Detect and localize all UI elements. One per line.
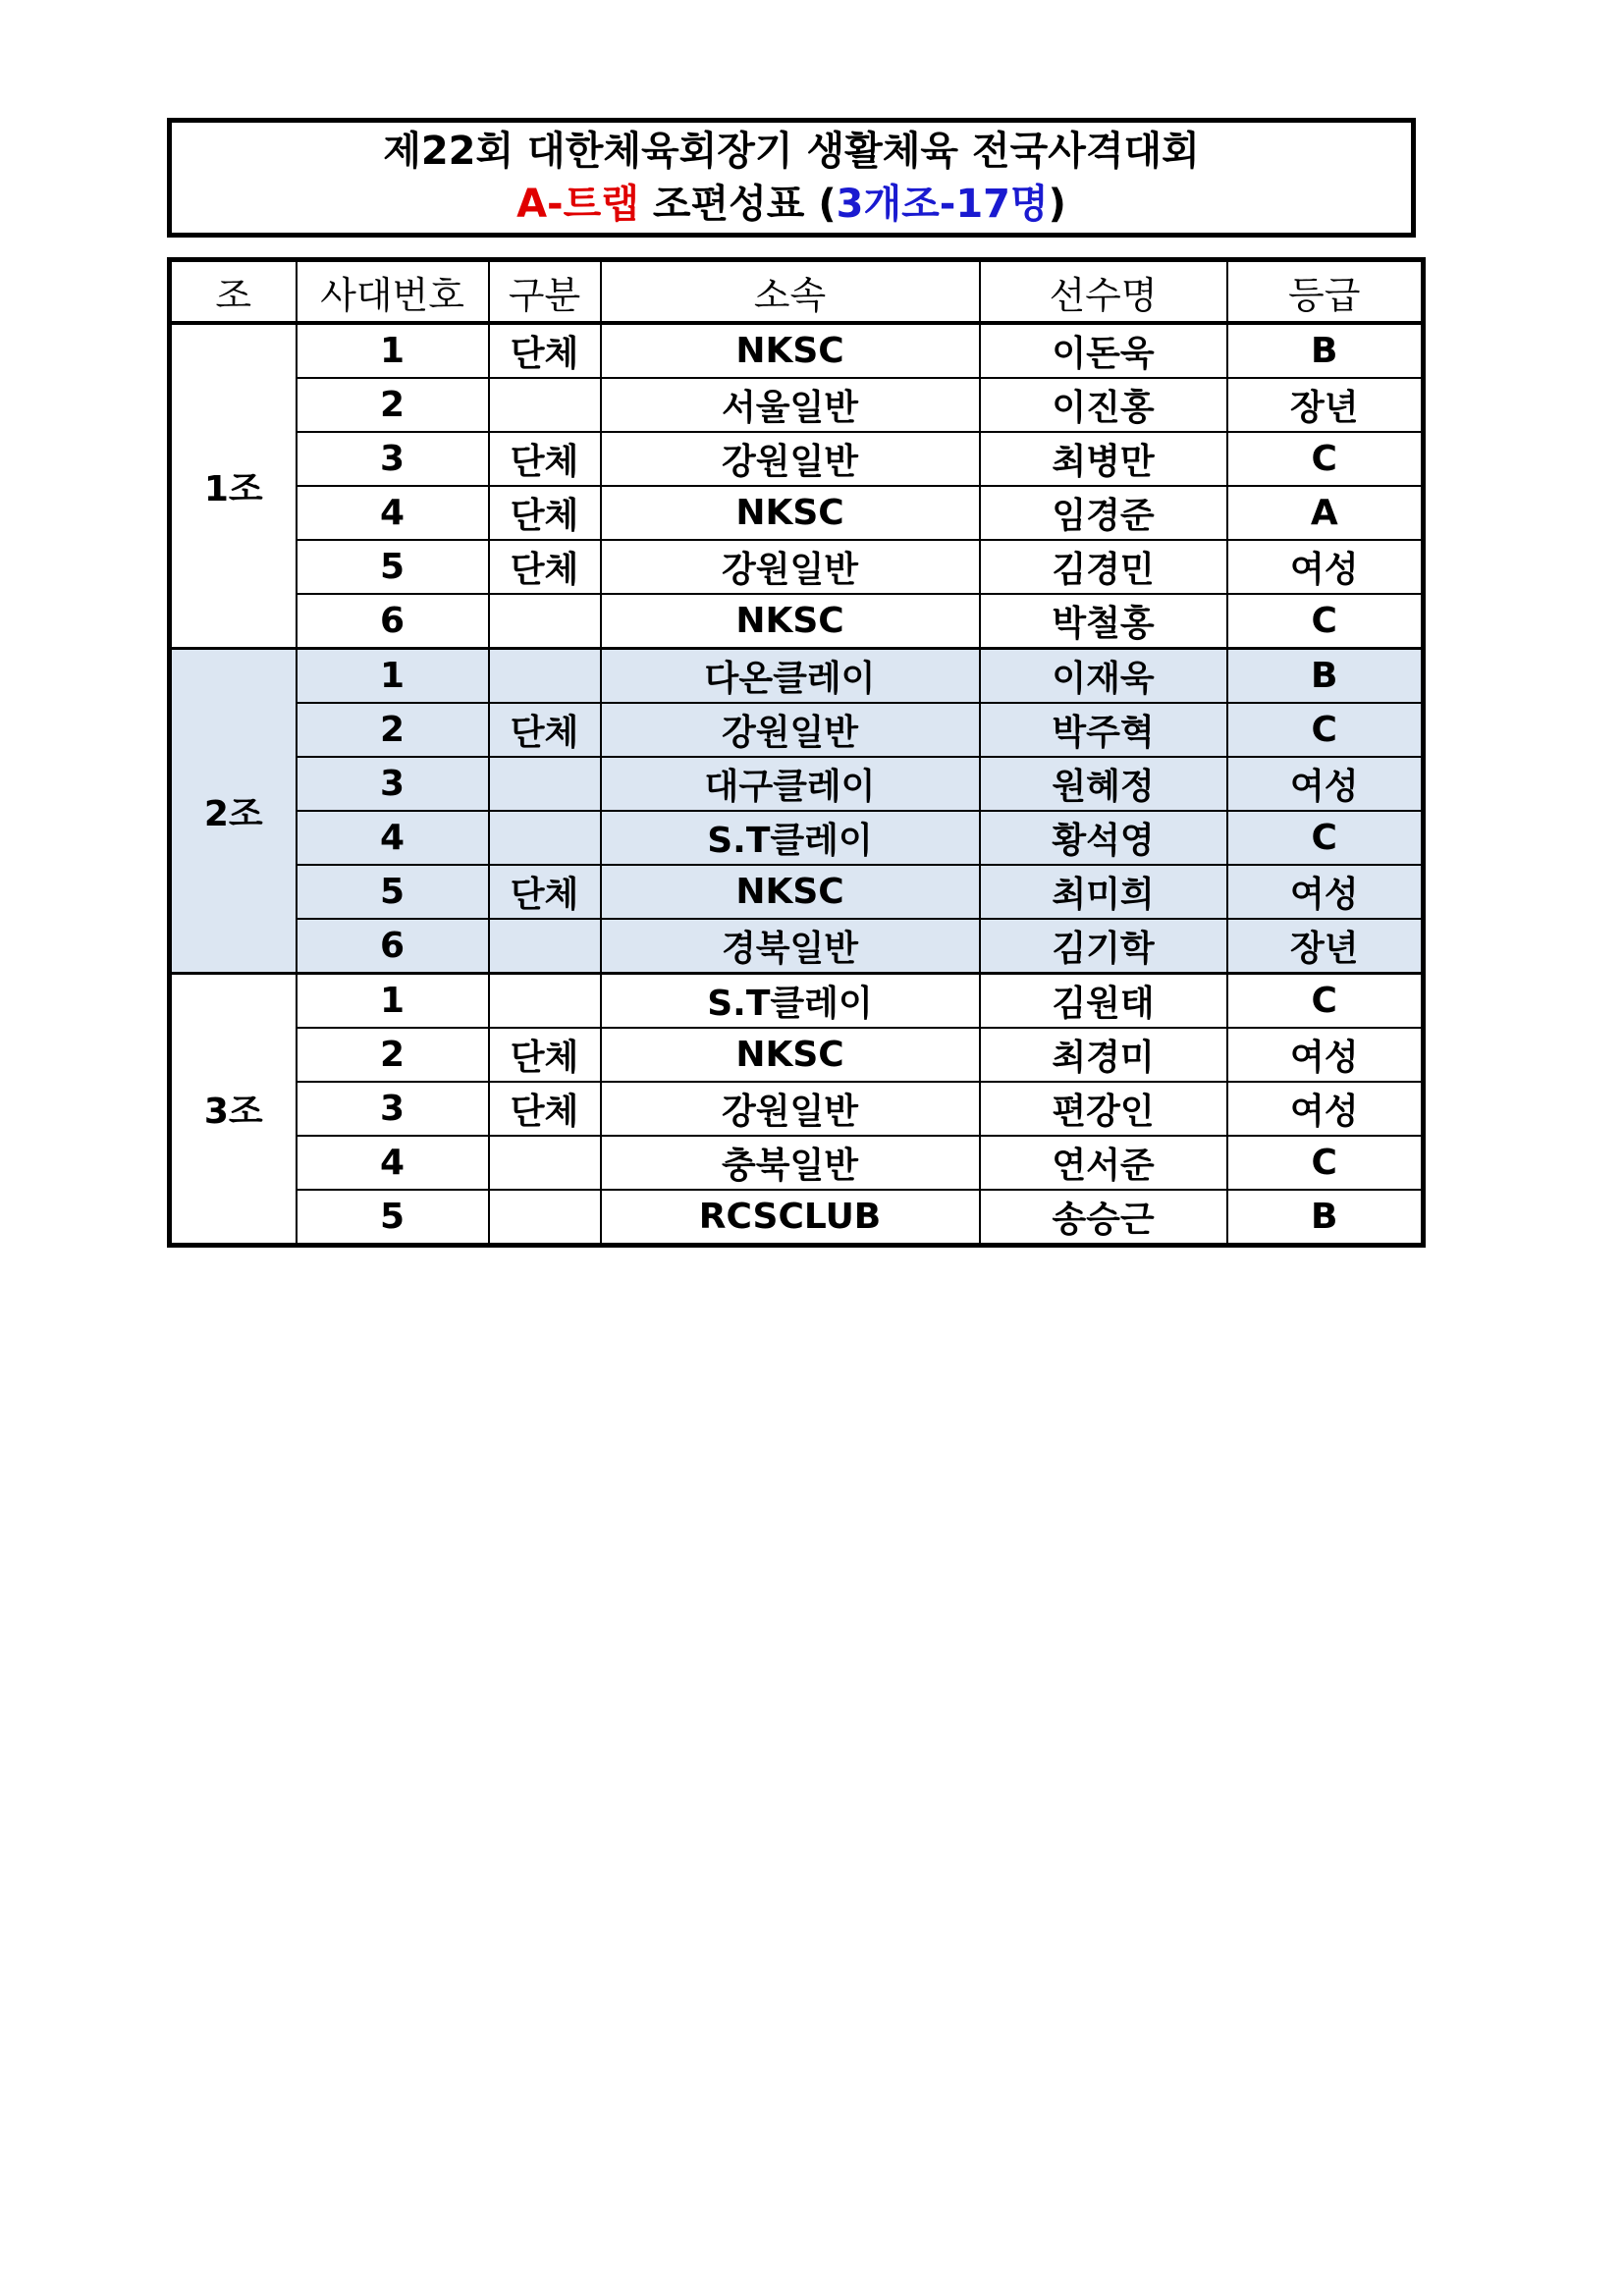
club-cell: 대구클레이 xyxy=(601,757,980,811)
club-cell: NKSC xyxy=(601,323,980,378)
grade-cell: B xyxy=(1227,649,1424,704)
lane-cell: 2 xyxy=(297,703,489,757)
group-name-cell: 1조 xyxy=(170,323,297,649)
grade-cell: A xyxy=(1227,486,1424,540)
table-row xyxy=(170,811,1424,865)
table-row xyxy=(170,649,1424,704)
club-cell: 강원일반 xyxy=(601,1082,980,1136)
type-cell xyxy=(489,1190,601,1246)
title-event: A-트랩 xyxy=(516,182,639,227)
table-row xyxy=(170,703,1424,757)
table-row xyxy=(170,1136,1424,1190)
club-cell: NKSC xyxy=(601,865,980,919)
table-row xyxy=(170,540,1424,594)
type-cell: 단체 xyxy=(489,1082,601,1136)
grade-cell: 여성 xyxy=(1227,540,1424,594)
grade-cell: 장년 xyxy=(1227,919,1424,974)
lane-cell: 4 xyxy=(297,1136,489,1190)
title-summary: 3개조-17명 xyxy=(836,182,1049,227)
type-cell: 단체 xyxy=(489,323,601,378)
title-close: ) xyxy=(1048,182,1066,227)
player-cell: 김기학 xyxy=(980,919,1227,974)
club-cell: 서울일반 xyxy=(601,378,980,432)
lane-cell: 2 xyxy=(297,378,489,432)
grade-cell: C xyxy=(1227,811,1424,865)
lane-cell: 2 xyxy=(297,1028,489,1082)
table-row xyxy=(170,757,1424,811)
table-row xyxy=(170,1028,1424,1082)
grade-cell: 여성 xyxy=(1227,1082,1424,1136)
lane-cell: 4 xyxy=(297,486,489,540)
table-row xyxy=(170,594,1424,649)
table-row xyxy=(170,865,1424,919)
player-cell: 최경미 xyxy=(980,1028,1227,1082)
player-cell: 연서준 xyxy=(980,1136,1227,1190)
grade-cell: C xyxy=(1227,594,1424,649)
grade-cell: B xyxy=(1227,323,1424,378)
lane-cell: 4 xyxy=(297,811,489,865)
type-cell xyxy=(489,649,601,704)
player-cell: 송승근 xyxy=(980,1190,1227,1246)
lane-cell: 5 xyxy=(297,865,489,919)
header-row xyxy=(170,260,1424,324)
club-cell: 경북일반 xyxy=(601,919,980,974)
player-cell: 황석영 xyxy=(980,811,1227,865)
type-cell: 단체 xyxy=(489,1028,601,1082)
player-cell: 이진홍 xyxy=(980,378,1227,432)
type-cell: 단체 xyxy=(489,703,601,757)
grade-cell: 여성 xyxy=(1227,757,1424,811)
player-cell: 박주혁 xyxy=(980,703,1227,757)
lane-cell: 6 xyxy=(297,919,489,974)
header-lane: 사대번호 xyxy=(297,260,489,324)
lane-cell: 5 xyxy=(297,540,489,594)
lane-cell: 1 xyxy=(297,974,489,1029)
header-type: 구분 xyxy=(489,260,601,324)
header-group: 조 xyxy=(170,260,297,324)
grade-cell: B xyxy=(1227,1190,1424,1246)
table-row xyxy=(170,323,1424,378)
grade-cell: C xyxy=(1227,432,1424,486)
table-row xyxy=(170,1082,1424,1136)
player-cell: 원혜정 xyxy=(980,757,1227,811)
club-cell: 강원일반 xyxy=(601,432,980,486)
club-cell: 충북일반 xyxy=(601,1136,980,1190)
lane-cell: 1 xyxy=(297,323,489,378)
lane-cell: 3 xyxy=(297,432,489,486)
player-cell: 편강인 xyxy=(980,1082,1227,1136)
table-row xyxy=(170,486,1424,540)
club-cell: RCSCLUB xyxy=(601,1190,980,1246)
grade-cell: 여성 xyxy=(1227,865,1424,919)
player-cell: 박철홍 xyxy=(980,594,1227,649)
player-cell: 김원태 xyxy=(980,974,1227,1029)
group-1 xyxy=(170,323,1424,649)
club-cell: 강원일반 xyxy=(601,703,980,757)
club-cell: NKSC xyxy=(601,1028,980,1082)
club-cell: S.T클레이 xyxy=(601,974,980,1029)
player-cell: 최병만 xyxy=(980,432,1227,486)
header-player: 선수명 xyxy=(980,260,1227,324)
grade-cell: C xyxy=(1227,974,1424,1029)
type-cell xyxy=(489,378,601,432)
table-row xyxy=(170,432,1424,486)
lane-cell: 5 xyxy=(297,1190,489,1246)
lane-cell: 6 xyxy=(297,594,489,649)
group-name-cell: 3조 xyxy=(170,974,297,1246)
title-line-1: 제22회 대한체육회장기 생활체육 전국사격대회 xyxy=(383,129,1200,174)
player-cell: 이재욱 xyxy=(980,649,1227,704)
header-grade: 등급 xyxy=(1227,260,1424,324)
group-3 xyxy=(170,974,1424,1246)
club-cell: 강원일반 xyxy=(601,540,980,594)
table-row xyxy=(170,974,1424,1029)
type-cell: 단체 xyxy=(489,486,601,540)
grade-cell: C xyxy=(1227,1136,1424,1190)
player-cell: 최미희 xyxy=(980,865,1227,919)
club-cell: 다온클레이 xyxy=(601,649,980,704)
title-line-2 xyxy=(516,178,1066,231)
player-cell: 이돈욱 xyxy=(980,323,1227,378)
lane-cell: 3 xyxy=(297,757,489,811)
type-cell xyxy=(489,919,601,974)
type-cell: 단체 xyxy=(489,865,601,919)
header-club: 소속 xyxy=(601,260,980,324)
group-name-cell: 2조 xyxy=(170,649,297,974)
title-middle: 조편성표 ( xyxy=(638,182,837,227)
type-cell xyxy=(489,811,601,865)
table-row xyxy=(170,1190,1424,1246)
lane-cell: 3 xyxy=(297,1082,489,1136)
group-2 xyxy=(170,649,1424,974)
table-row xyxy=(170,378,1424,432)
grade-cell: C xyxy=(1227,703,1424,757)
type-cell: 단체 xyxy=(489,432,601,486)
lane-cell: 1 xyxy=(297,649,489,704)
type-cell: 단체 xyxy=(489,540,601,594)
roster-table xyxy=(167,257,1426,1248)
type-cell xyxy=(489,594,601,649)
club-cell: NKSC xyxy=(601,594,980,649)
table-row xyxy=(170,919,1424,974)
club-cell: NKSC xyxy=(601,486,980,540)
player-cell: 임경준 xyxy=(980,486,1227,540)
player-cell: 김경민 xyxy=(980,540,1227,594)
document-title xyxy=(167,118,1416,238)
grade-cell: 장년 xyxy=(1227,378,1424,432)
club-cell: S.T클레이 xyxy=(601,811,980,865)
type-cell xyxy=(489,757,601,811)
grade-cell: 여성 xyxy=(1227,1028,1424,1082)
type-cell xyxy=(489,974,601,1029)
type-cell xyxy=(489,1136,601,1190)
